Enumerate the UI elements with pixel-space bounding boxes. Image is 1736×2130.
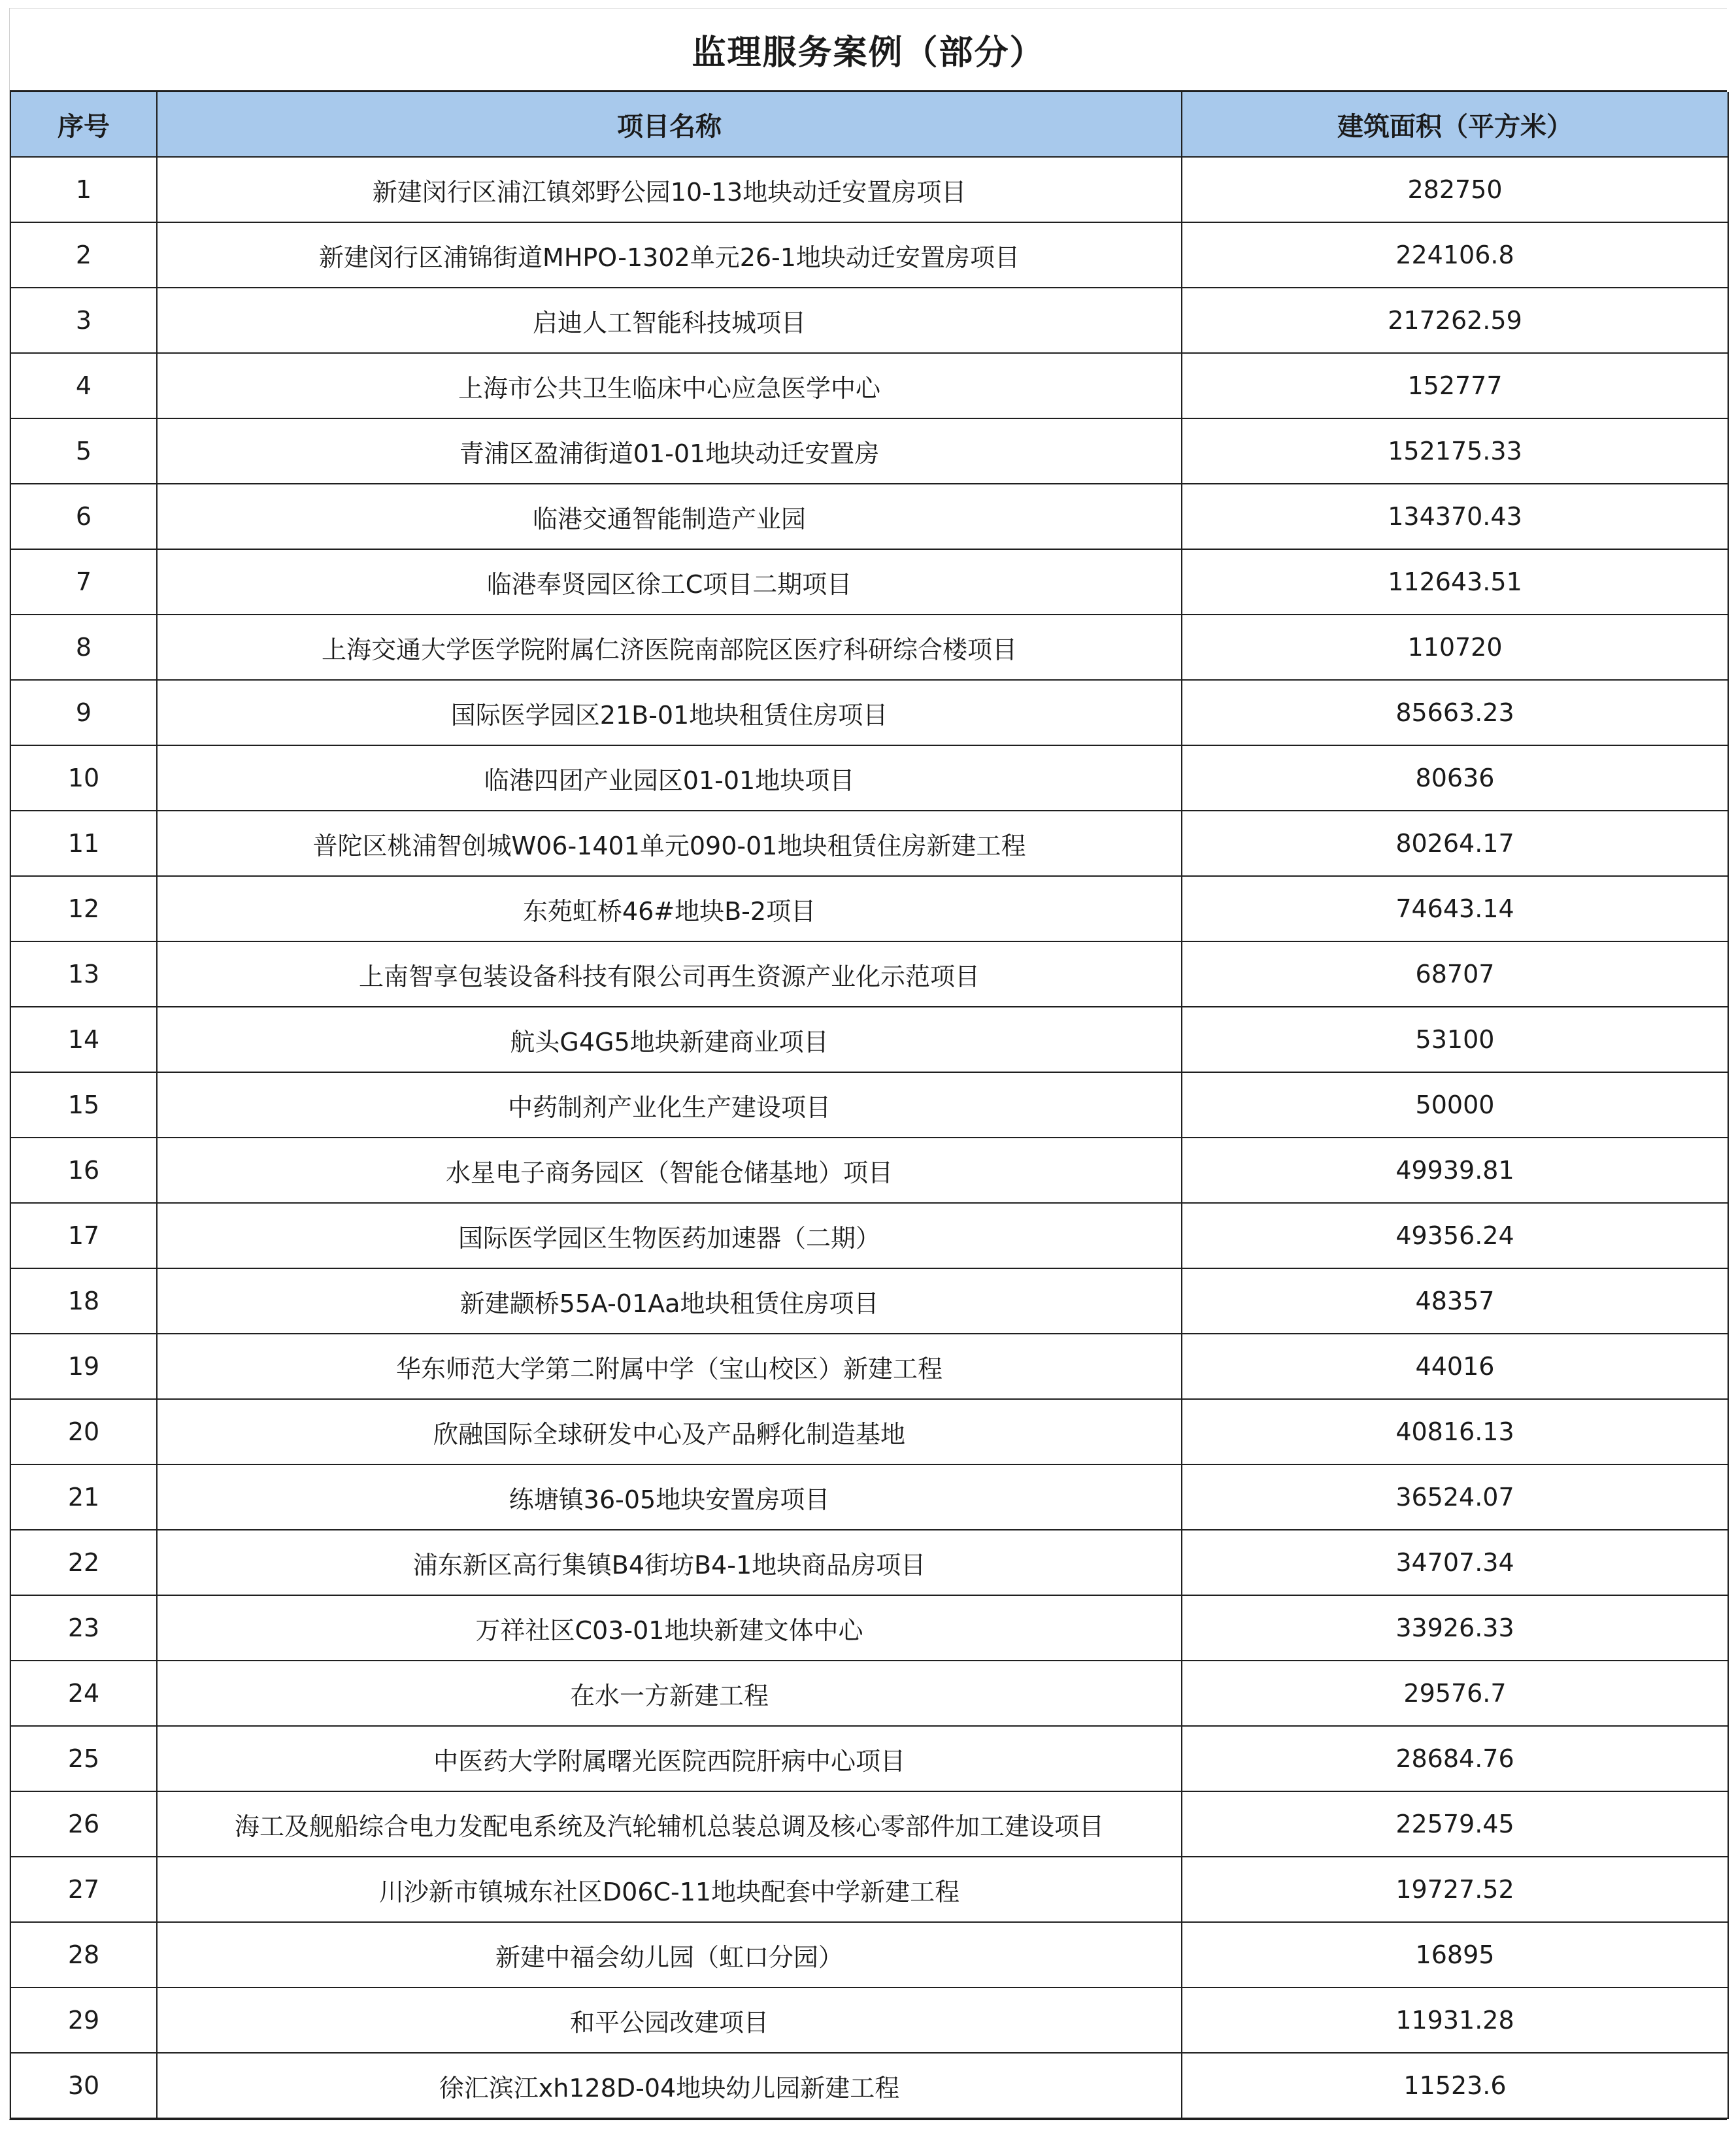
table-row <box>10 1661 1728 1726</box>
header-area: 建筑面积（平方米） <box>1182 92 1728 157</box>
building-area: 112643.51 <box>1182 549 1728 615</box>
project-name: 上南智享包装设备科技有限公司再生资源产业化示范项目 <box>157 941 1182 1007</box>
table-row <box>10 745 1728 811</box>
row-number: 30 <box>10 2053 157 2118</box>
project-name: 川沙新市镇城东社区D06C-11地块配套中学新建工程 <box>157 1857 1182 1922</box>
row-number: 14 <box>10 1007 157 1072</box>
building-area: 49356.24 <box>1182 1203 1728 1268</box>
table-title: 监理服务案例（部分） <box>10 8 1727 92</box>
row-number: 28 <box>10 1922 157 1987</box>
header-row <box>10 92 1728 157</box>
project-name: 欣融国际全球研发中心及产品孵化制造基地 <box>157 1399 1182 1464</box>
table-row <box>10 418 1728 484</box>
table-row <box>10 288 1728 353</box>
project-name: 启迪人工智能科技城项目 <box>157 288 1182 353</box>
row-number: 18 <box>10 1268 157 1334</box>
row-number: 16 <box>10 1138 157 1203</box>
project-name: 水星电子商务园区（智能仓储基地）项目 <box>157 1138 1182 1203</box>
building-area: 49939.81 <box>1182 1138 1728 1203</box>
building-area: 53100 <box>1182 1007 1728 1072</box>
table-row <box>10 157 1728 222</box>
row-number: 19 <box>10 1334 157 1399</box>
building-area: 19727.52 <box>1182 1857 1728 1922</box>
table-row <box>10 876 1728 941</box>
table-row <box>10 2053 1728 2118</box>
building-area: 36524.07 <box>1182 1464 1728 1530</box>
table-row <box>10 1922 1728 1987</box>
project-name: 新建颛桥55A-01Aa地块租赁住房项目 <box>157 1268 1182 1334</box>
table-row <box>10 1072 1728 1138</box>
row-number: 9 <box>10 680 157 745</box>
project-name: 临港奉贤园区徐工C项目二期项目 <box>157 549 1182 615</box>
row-number: 24 <box>10 1661 157 1726</box>
building-area: 48357 <box>1182 1268 1728 1334</box>
project-name: 徐汇滨江xh128D-04地块幼儿园新建工程 <box>157 2053 1182 2118</box>
project-name: 临港交通智能制造产业园 <box>157 484 1182 549</box>
building-area: 74643.14 <box>1182 876 1728 941</box>
project-name: 新建中福会幼儿园（虹口分园） <box>157 1922 1182 1987</box>
table-row <box>10 549 1728 615</box>
table-row <box>10 1726 1728 1791</box>
table-row <box>10 941 1728 1007</box>
table-row <box>10 484 1728 549</box>
row-number: 4 <box>10 353 157 418</box>
building-area: 80636 <box>1182 745 1728 811</box>
building-area: 224106.8 <box>1182 222 1728 288</box>
header-name: 项目名称 <box>157 92 1182 157</box>
row-number: 11 <box>10 811 157 876</box>
row-number: 21 <box>10 1464 157 1530</box>
project-name: 中药制剂产业化生产建设项目 <box>157 1072 1182 1138</box>
table-row <box>10 1007 1728 1072</box>
row-number: 25 <box>10 1726 157 1791</box>
row-number: 6 <box>10 484 157 549</box>
project-name: 练塘镇36-05地块安置房项目 <box>157 1464 1182 1530</box>
project-name: 在水一方新建工程 <box>157 1661 1182 1726</box>
project-name: 浦东新区高行集镇B4街坊B4-1地块商品房项目 <box>157 1530 1182 1595</box>
building-area: 16895 <box>1182 1922 1728 1987</box>
project-name: 华东师范大学第二附属中学（宝山校区）新建工程 <box>157 1334 1182 1399</box>
row-number: 5 <box>10 418 157 484</box>
row-number: 7 <box>10 549 157 615</box>
building-area: 44016 <box>1182 1334 1728 1399</box>
building-area: 28684.76 <box>1182 1726 1728 1791</box>
building-area: 68707 <box>1182 941 1728 1007</box>
row-number: 22 <box>10 1530 157 1595</box>
building-area: 85663.23 <box>1182 680 1728 745</box>
table-row <box>10 811 1728 876</box>
project-name: 国际医学园区21B-01地块租赁住房项目 <box>157 680 1182 745</box>
row-number: 12 <box>10 876 157 941</box>
table-row <box>10 680 1728 745</box>
spreadsheet <box>9 8 1727 2120</box>
project-name: 上海交通大学医学院附属仁济医院南部院区医疗科研综合楼项目 <box>157 615 1182 680</box>
project-name: 青浦区盈浦街道01-01地块动迁安置房 <box>157 418 1182 484</box>
project-name: 新建闵行区浦江镇郊野公园10-13地块动迁安置房项目 <box>157 157 1182 222</box>
building-area: 29576.7 <box>1182 1661 1728 1726</box>
building-area: 11523.6 <box>1182 2053 1728 2118</box>
project-name: 东苑虹桥46#地块B-2项目 <box>157 876 1182 941</box>
project-name: 临港四团产业园区01-01地块项目 <box>157 745 1182 811</box>
project-name: 和平公园改建项目 <box>157 1987 1182 2053</box>
table-row <box>10 1268 1728 1334</box>
table-row <box>10 615 1728 680</box>
row-number: 15 <box>10 1072 157 1138</box>
table-row <box>10 1138 1728 1203</box>
project-name: 万祥社区C03-01地块新建文体中心 <box>157 1595 1182 1661</box>
building-area: 110720 <box>1182 615 1728 680</box>
row-number: 1 <box>10 157 157 222</box>
building-area: 33926.33 <box>1182 1595 1728 1661</box>
project-name: 国际医学园区生物医药加速器（二期） <box>157 1203 1182 1268</box>
building-area: 80264.17 <box>1182 811 1728 876</box>
project-name: 航头G4G5地块新建商业项目 <box>157 1007 1182 1072</box>
row-number: 23 <box>10 1595 157 1661</box>
row-number: 29 <box>10 1987 157 2053</box>
table-row <box>10 1464 1728 1530</box>
building-area: 152175.33 <box>1182 418 1728 484</box>
project-name: 海工及舰船综合电力发配电系统及汽轮辅机总装总调及核心零部件加工建设项目 <box>157 1791 1182 1857</box>
project-name: 新建闵行区浦锦街道MHPO-1302单元26-1地块动迁安置房项目 <box>157 222 1182 288</box>
table-row <box>10 222 1728 288</box>
table-row <box>10 1399 1728 1464</box>
project-name: 普陀区桃浦智创城W06-1401单元090-01地块租赁住房新建工程 <box>157 811 1182 876</box>
row-number: 26 <box>10 1791 157 1857</box>
building-area: 40816.13 <box>1182 1399 1728 1464</box>
row-number: 17 <box>10 1203 157 1268</box>
row-number: 8 <box>10 615 157 680</box>
row-number: 27 <box>10 1857 157 1922</box>
table-body <box>10 157 1728 2118</box>
building-area: 134370.43 <box>1182 484 1728 549</box>
row-number: 3 <box>10 288 157 353</box>
table-row <box>10 1595 1728 1661</box>
table-row <box>10 353 1728 418</box>
table-row <box>10 1203 1728 1268</box>
project-name: 中医药大学附属曙光医院西院肝病中心项目 <box>157 1726 1182 1791</box>
building-area: 152777 <box>1182 353 1728 418</box>
row-number: 20 <box>10 1399 157 1464</box>
header-no: 序号 <box>10 92 157 157</box>
table-row <box>10 1857 1728 1922</box>
table-row <box>10 1530 1728 1595</box>
table-row <box>10 1987 1728 2053</box>
building-area: 217262.59 <box>1182 288 1728 353</box>
row-number: 13 <box>10 941 157 1007</box>
project-name: 上海市公共卫生临床中心应急医学中心 <box>157 353 1182 418</box>
row-number: 10 <box>10 745 157 811</box>
building-area: 22579.45 <box>1182 1791 1728 1857</box>
building-area: 50000 <box>1182 1072 1728 1138</box>
table-row <box>10 1791 1728 1857</box>
table-row <box>10 1334 1728 1399</box>
building-area: 282750 <box>1182 157 1728 222</box>
building-area: 11931.28 <box>1182 1987 1728 2053</box>
building-area: 34707.34 <box>1182 1530 1728 1595</box>
project-table <box>10 92 1729 2119</box>
row-number: 2 <box>10 222 157 288</box>
